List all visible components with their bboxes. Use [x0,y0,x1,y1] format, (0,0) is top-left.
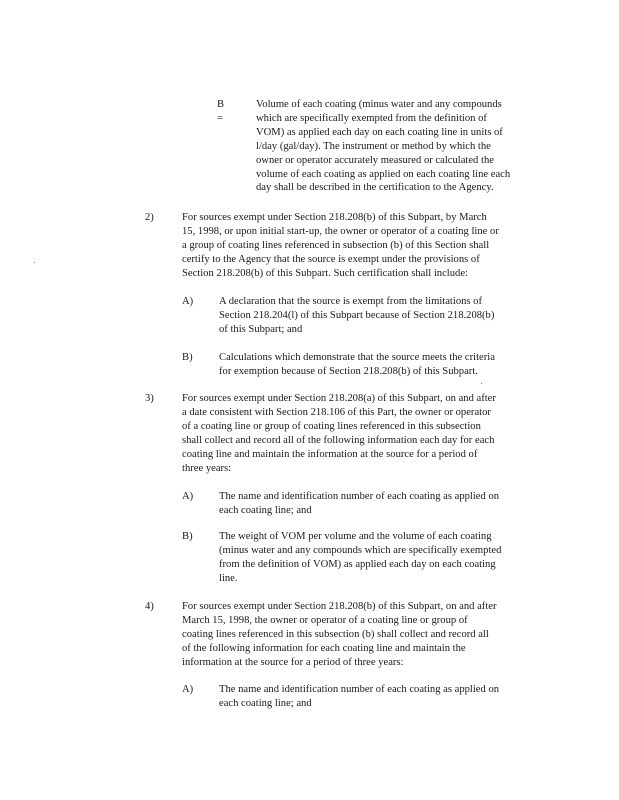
item-2-marker: 2) [145,212,154,223]
text-line: For sources exempt under Section 218.208(b) of this Subpart, by March [182,212,487,223]
text-line: Section 218.204(l) of this Subpart because of Section 218.208(b) [219,309,495,321]
text-line: Calculations which demonstrate that the source meets the criteria [219,352,495,363]
item-2-text [182,211,499,281]
text-line: VOM) as applied each day on each coating line in units of [256,126,503,138]
text-line: owner or operator accurately measured or calculated the [256,154,494,166]
text-line: line. [219,572,238,584]
item-4-sub-a-marker: A) [182,684,194,695]
text-line: of this Subpart; and [219,323,303,335]
text-line: from the definition of VOM) as applied each day on each coating [219,558,496,570]
text-line: coating lines referenced in this subsection (b) shall collect and record all [182,628,489,640]
text-line: Volume of each coating (minus water and any compounds [256,99,502,110]
text-line: day shall be described in the certification to the Agency. [256,182,494,194]
text-line: each coating line; and [219,504,312,516]
text-line: March 15, 1998, the owner or operator of a coating line or group of [182,614,468,626]
text-line: information at the source for a period of three years: [182,656,404,668]
text-line: For sources exempt under Section 218.208(b) of this Subpart, on and after [182,601,497,612]
text-line: each coating line; and [219,697,312,709]
item-2-sub-b-marker: B) [182,352,193,363]
text-line: The name and identification number of each coating as applied on [219,491,500,502]
text-line: The name and identification number of each coating as applied on [219,684,500,695]
text-line: shall collect and record all of the following information each day for each [182,434,495,446]
text-line: a group of coating lines referenced in subsection (b) of this Section shall [182,239,490,251]
item-3-sub-b-text [219,530,501,586]
text-line: 15, 1998, or upon initial start-up, the owner or operator of a coating line or [182,225,499,237]
text-line: of a coating line or group of coating lines referenced in this subsection [182,420,481,432]
text-line: of the following information for each coating line and maintain the [182,642,466,654]
definition-b-text [256,98,510,195]
text-line: l/day (gal/day). The instrument or method by which the [256,140,491,152]
item-3-sub-a-marker: A) [182,491,194,502]
text-line: certify to the Agency that the source is exempt under the provisions of [182,253,480,265]
definition-b-marker: B = [217,99,225,124]
text-line: volume of each coating as applied on each coating line each [256,168,511,180]
text-line: (minus water and any compounds which are specifically exempted [219,544,502,556]
item-2-sub-a-text [219,295,494,337]
item-2-sub-a-marker: A) [182,296,194,307]
item-3-sub-a-text [219,490,499,518]
text-line: For sources exempt under Section 218.208(a) of this Subpart, on and after [182,393,496,404]
text-line: The weight of VOM per volume and the volume of each coating [219,531,492,542]
text-line: which are specifically exempted from the definition of [256,112,487,124]
scan-speck [34,262,35,263]
text-line: three years: [182,462,232,474]
item-4-marker: 4) [145,601,154,612]
text-line: coating line and maintain the information at the source for a period of [182,448,478,460]
text-line: Section 218.208(b) of this Subpart. Such certification shall include: [182,267,468,279]
text-line: A declaration that the source is exempt from the limitations of [219,296,483,307]
item-2-sub-b-text [219,351,495,379]
item-4-text [182,600,497,670]
scan-speck [481,383,482,384]
text-line: a date consistent with Section 218.106 of this Part, the owner or operator [182,406,491,418]
text-line: for exemption because of Section 218.208(b) of this Subpart. [219,365,478,377]
item-3-text [182,392,496,475]
item-4-sub-a-text [219,683,499,711]
item-3-marker: 3) [145,393,154,404]
item-3-sub-b-marker: B) [182,531,193,542]
